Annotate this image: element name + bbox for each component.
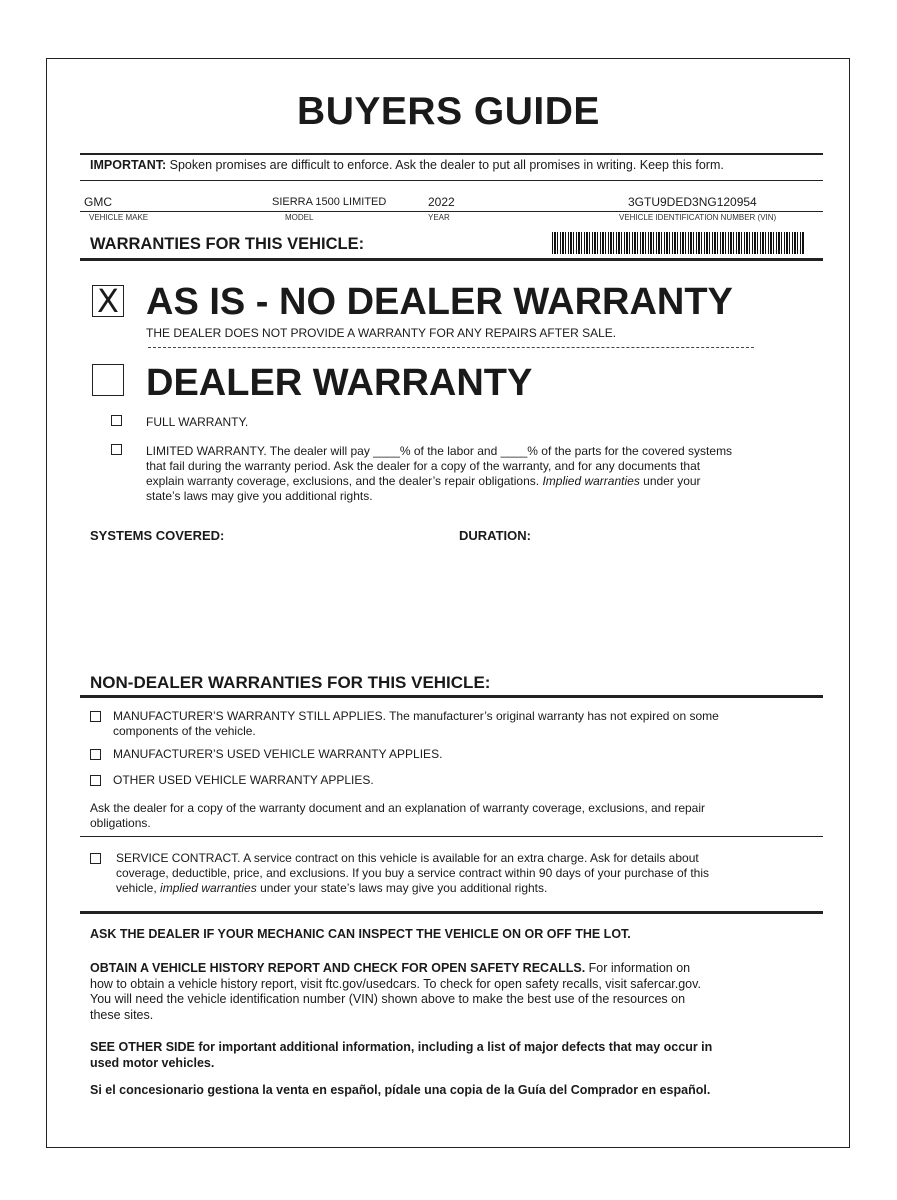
vehicle-vin-value: 3GTU9DED3NG120954 [628,195,757,209]
as-is-heading: AS IS - NO DEALER WARRANTY [146,281,733,323]
form-title: BUYERS GUIDE [297,90,600,133]
warranty-document-note: Ask the dealer for a copy of the warranty document and an explanation of warranty coverage, exclusions, and repair obligations. [90,801,706,830]
manufacturer-warranty-text: MANUFACTURER’S WARRANTY STILL APPLIES. The manufacturer’s original warranty has not expired on some components of the vehicle. [113,709,719,738]
non-dealer-heading: NON-DEALER WARRANTIES FOR THIS VEHICLE: [90,673,491,692]
full-warranty-checkbox[interactable] [111,415,122,426]
systems-covered-label: SYSTEMS COVERED: [90,528,225,543]
vin-barcode [552,232,804,254]
full-warranty-label: FULL WARRANTY. [146,415,249,429]
important-notice: IMPORTANT: Spoken promises are difficult to enforce. Ask the dealer to put all promises in writing. Keep this form. [90,158,724,172]
limited-warranty-checkbox[interactable] [111,444,122,455]
limited-warranty-text: LIMITED WARRANTY. The dealer will pay ____% of the labor and ____% of the parts for the covered systems that fail during the warranty period. Ask the dealer for a copy of the warranty, and for any documents that explain warranty coverage, exclusions, and the dealer’s repair obligations. Implied warranties under your state’s laws may give you additional rights. [146,444,733,503]
vehicle-year-label: YEAR [428,213,450,222]
vehicle-model-label: MODEL [285,213,314,222]
warranties-heading: WARRANTIES FOR THIS VEHICLE: [90,235,365,253]
vehicle-model-value: SIERRA 1500 LIMITED [272,196,387,208]
service-contract-text: SERVICE CONTRACT. A service contract on this vehicle is available for an extra charge. Ask for details about coverage, deductible, price, and exclusions. If you buy a service contract within 90 days of your purchase of this vehicle, implied warranties under your state’s laws may give you additional rights. [116,851,709,895]
mechanic-notice: ASK THE DEALER IF YOUR MECHANIC CAN INSPECT THE VEHICLE ON OR OFF THE LOT. [90,927,631,941]
vehicle-year-value: 2022 [428,195,455,209]
manufacturer-warranty-checkbox[interactable] [90,711,101,722]
divider [80,836,823,837]
dealer-warranty-heading: DEALER WARRANTY [146,362,533,404]
divider [80,180,823,181]
duration-label: DURATION: [459,528,531,543]
used-vehicle-warranty-label: MANUFACTURER’S USED VEHICLE WARRANTY APPLIES. [113,747,443,761]
divider [80,153,823,155]
other-warranty-checkbox[interactable] [90,775,101,786]
other-warranty-label: OTHER USED VEHICLE WARRANTY APPLIES. [113,773,374,787]
vehicle-make-label: VEHICLE MAKE [89,213,149,222]
as-is-text: THE DEALER DOES NOT PROVIDE A WARRANTY FOR ANY REPAIRS AFTER SALE. [146,326,617,340]
dashed-divider [148,347,754,348]
divider [80,911,823,914]
service-contract-checkbox[interactable] [90,853,101,864]
spanish-notice: Si el concesionario gestiona la venta en español, pídale una copia de la Guía del Comprador en español. [90,1083,711,1097]
divider [80,211,823,212]
other-side-notice: SEE OTHER SIDE for important additional information, including a list of major defects that may occur in used motor vehicles. [90,1040,713,1070]
divider [80,258,823,261]
vehicle-vin-label: VEHICLE IDENTIFICATION NUMBER (VIN) [619,213,777,222]
vehicle-make-value: GMC [84,195,112,209]
dealer-warranty-checkbox[interactable] [92,364,124,396]
as-is-checkbox[interactable]: X [92,285,124,317]
used-vehicle-warranty-checkbox[interactable] [90,749,101,760]
vehicle-history-notice: OBTAIN A VEHICLE HISTORY REPORT AND CHECK FOR OPEN SAFETY RECALLS. For information on how to obtain a vehicle history report, visit ftc.gov/usedcars. To check for open safety recalls, visit safercar.gov. You will need the vehicle identification number (VIN) shown above to make the best use of the resources on these sites. [90,961,701,1022]
divider [80,695,823,698]
